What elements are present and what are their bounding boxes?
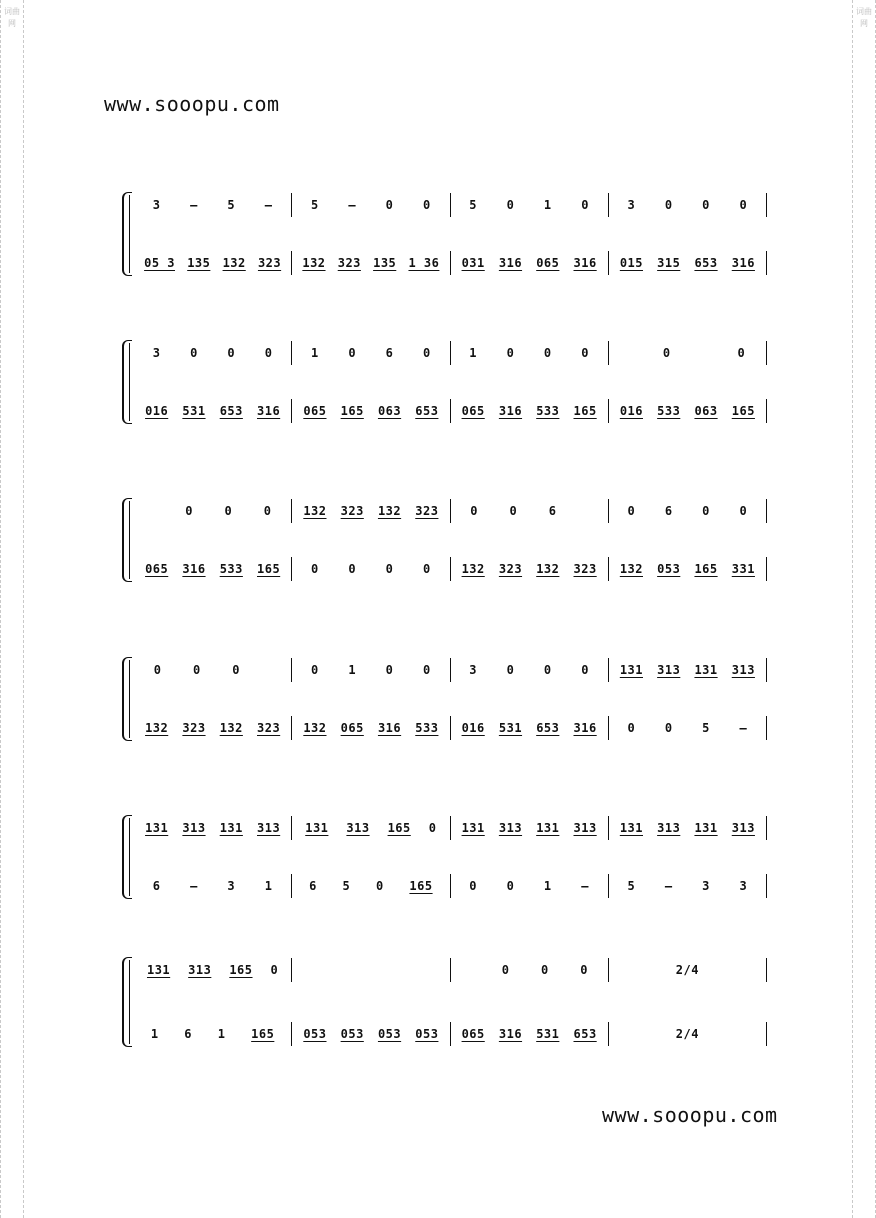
note-group: 131: [694, 663, 718, 677]
note-group: 0: [501, 963, 510, 977]
measure: [451, 399, 609, 423]
note-group: –: [190, 879, 198, 893]
measure: [451, 816, 609, 840]
note-group: 2/4: [675, 963, 699, 977]
note-group: 0: [311, 663, 319, 677]
note-group: 0: [422, 198, 431, 212]
note-group: 653: [573, 1027, 597, 1041]
note-group: 135: [373, 256, 397, 270]
measure: [134, 958, 292, 982]
measure: [451, 557, 609, 581]
note-group: 0: [506, 198, 515, 212]
note-group: 065: [145, 562, 169, 576]
note-group: 0: [506, 663, 515, 677]
note-group: 0: [580, 963, 588, 977]
measure: [609, 193, 767, 217]
note-group: 05 3: [144, 256, 175, 270]
note-group: 1: [543, 879, 552, 893]
note-group: 5: [311, 198, 319, 212]
note-group: 131: [145, 821, 169, 835]
note-group: 653: [536, 721, 560, 735]
note-group: 131: [219, 821, 243, 835]
note-group: 5: [702, 721, 710, 735]
note-group: 323: [573, 562, 597, 576]
note-group: 065: [461, 1027, 485, 1041]
note-group: 0: [664, 721, 673, 735]
note-group: 6: [664, 504, 673, 518]
note-group: 131: [694, 821, 718, 835]
note-group: 165: [340, 404, 364, 418]
score-system: [122, 815, 767, 899]
note-group: 132: [219, 721, 243, 735]
note-group: 6: [152, 879, 161, 893]
note-group: 0: [385, 562, 394, 576]
note-group: 1: [348, 663, 357, 677]
note-group: 132: [536, 562, 560, 576]
note-group: 132: [145, 721, 169, 735]
note-group: 5: [227, 198, 236, 212]
system-brace: [122, 340, 132, 424]
note-group: 0: [232, 663, 240, 677]
note-group: 0: [739, 198, 748, 212]
note-group: 3: [469, 663, 478, 677]
note-group: 313: [731, 821, 755, 835]
note-group: 1: [150, 1027, 159, 1041]
note-group: 6: [184, 1027, 193, 1041]
lower-staff: [134, 556, 767, 582]
note-group: 323: [257, 721, 281, 735]
note-group: 1: [264, 879, 273, 893]
note-group: 165: [731, 404, 755, 418]
note-group: 0: [506, 879, 515, 893]
note-group: 653: [694, 256, 718, 270]
note-group: 0: [227, 346, 236, 360]
system-brace: [122, 192, 132, 276]
upper-staff: [134, 498, 767, 524]
header-url: www.sooopu.com: [104, 92, 280, 116]
note-group: 0: [375, 879, 384, 893]
lower-staff: [134, 398, 767, 424]
note-group: 313: [657, 663, 681, 677]
note-group: 053: [415, 1027, 439, 1041]
note-group: 132: [619, 562, 643, 576]
note-group: 323: [340, 504, 364, 518]
score-system: [122, 657, 767, 741]
measure: [451, 874, 609, 898]
note-group: 323: [498, 562, 523, 576]
note-group: –: [348, 198, 357, 212]
note-group: 316: [377, 721, 402, 735]
note-group: 0: [543, 346, 552, 360]
measure: [134, 341, 292, 365]
note-group: 0: [311, 562, 319, 576]
note-group: 0: [153, 663, 162, 677]
note-group: 065: [340, 721, 364, 735]
note-group: 132: [302, 256, 326, 270]
measure: [609, 874, 767, 898]
system-brace: [122, 498, 132, 582]
score-system: [122, 498, 767, 582]
note-group: 016: [145, 404, 169, 418]
measure: [134, 251, 292, 275]
measure: [451, 1022, 609, 1046]
measure: [609, 658, 767, 682]
note-group: 132: [303, 504, 327, 518]
note-group: 0: [348, 562, 357, 576]
note-group: 131: [619, 663, 643, 677]
note-group: 0: [739, 504, 748, 518]
note-group: 0: [270, 963, 279, 977]
note-group: 0: [581, 663, 589, 677]
measure: [292, 341, 450, 365]
note-group: 053: [340, 1027, 364, 1041]
system-brace: [122, 957, 132, 1047]
measure: [134, 716, 292, 740]
measure: [292, 557, 450, 581]
note-group: 131: [146, 963, 171, 977]
score-system: [122, 340, 767, 424]
note-group: 313: [498, 821, 523, 835]
measure: [134, 499, 292, 523]
note-group: 6: [548, 504, 557, 518]
note-group: 3: [702, 879, 710, 893]
measure: [451, 716, 609, 740]
note-group: 0: [469, 879, 478, 893]
note-group: 316: [498, 256, 523, 270]
note-group: 135: [187, 256, 211, 270]
note-group: 0: [470, 504, 478, 518]
note-group: 5: [627, 879, 636, 893]
measure: [451, 193, 609, 217]
note-group: 0: [422, 346, 431, 360]
note-group: 316: [731, 256, 755, 270]
note-group: 1: [543, 198, 552, 212]
measure: [292, 816, 450, 840]
note-group: 533: [219, 562, 243, 576]
measure: [292, 499, 450, 523]
note-group: 313: [573, 821, 597, 835]
note-group: 0: [428, 821, 437, 835]
note-group: 653: [219, 404, 243, 418]
measure: [609, 958, 767, 982]
note-group: 6: [309, 879, 317, 893]
note-group: 533: [415, 721, 439, 735]
note-group: 016: [461, 721, 485, 735]
footer-url: www.sooopu.com: [602, 1103, 778, 1127]
note-group: 0: [664, 198, 673, 212]
note-group: –: [581, 879, 589, 893]
note-group: 323: [257, 256, 282, 270]
note-group: 316: [498, 404, 523, 418]
measure: [609, 716, 767, 740]
note-group: 531: [182, 404, 206, 418]
measure: [451, 958, 609, 982]
note-group: 1 36: [408, 256, 440, 270]
note-group: 131: [305, 821, 329, 835]
note-group: 313: [346, 821, 370, 835]
note-group: 1: [469, 346, 478, 360]
note-group: 316: [498, 1027, 523, 1041]
note-group: 5: [469, 198, 478, 212]
note-group: 331: [731, 562, 755, 576]
note-group: 065: [536, 256, 560, 270]
note-group: 313: [731, 663, 755, 677]
note-group: 165: [573, 404, 597, 418]
score-system: [122, 957, 767, 1047]
measure: [292, 874, 450, 898]
note-group: 653: [415, 404, 439, 418]
measure: [609, 816, 767, 840]
note-group: 165: [694, 562, 718, 576]
note-group: 313: [188, 963, 212, 977]
left-watermark-strip: [0, 0, 24, 1218]
measure: [292, 958, 450, 982]
note-group: 315: [657, 256, 681, 270]
note-group: 0: [509, 504, 518, 518]
measure: [134, 1022, 292, 1046]
measure: [292, 251, 450, 275]
note-group: 0: [422, 663, 431, 677]
note-group: –: [664, 879, 673, 893]
measure: [451, 251, 609, 275]
note-group: 316: [573, 721, 597, 735]
note-group: 063: [377, 404, 402, 418]
measure: [134, 874, 292, 898]
measure: [292, 399, 450, 423]
note-group: 313: [657, 821, 681, 835]
measure: [451, 658, 609, 682]
note-group: 0: [581, 198, 589, 212]
watermark-text: 词曲网: [856, 7, 872, 28]
note-group: –: [264, 198, 273, 212]
note-group: 165: [257, 562, 281, 576]
lower-staff: [134, 715, 767, 741]
measure: [451, 499, 609, 523]
note-group: 0: [385, 663, 394, 677]
note-group: 131: [619, 821, 643, 835]
watermark-text: 词曲网: [4, 7, 20, 28]
note-group: 0: [348, 346, 357, 360]
upper-staff: [134, 657, 767, 683]
note-group: 053: [377, 1027, 402, 1041]
note-group: 0: [543, 663, 552, 677]
note-group: –: [739, 721, 748, 735]
measure: [292, 716, 450, 740]
note-group: 0: [192, 663, 201, 677]
note-group: 063: [694, 404, 718, 418]
note-group: 0: [190, 346, 198, 360]
note-group: 0: [264, 346, 273, 360]
measure: [609, 1022, 767, 1046]
lower-staff: [134, 873, 767, 899]
measure: [292, 1022, 450, 1046]
note-group: 165: [251, 1027, 275, 1041]
note-group: 316: [182, 562, 206, 576]
measure: [609, 399, 767, 423]
note-group: 0: [224, 504, 233, 518]
note-group: 131: [461, 821, 485, 835]
system-brace: [122, 815, 132, 899]
note-group: 3: [739, 879, 748, 893]
note-group: 132: [377, 504, 402, 518]
note-group: 0: [263, 504, 272, 518]
measure: [134, 816, 292, 840]
note-group: 053: [657, 562, 681, 576]
note-group: 5: [342, 879, 351, 893]
note-group: 323: [415, 504, 439, 518]
note-group: 053: [303, 1027, 327, 1041]
note-group: 031: [461, 256, 485, 270]
measure: [134, 557, 292, 581]
note-group: 0: [581, 346, 589, 360]
lower-staff: [134, 250, 767, 276]
note-group: 0: [540, 963, 549, 977]
note-group: 2/4: [675, 1027, 699, 1041]
note-group: 313: [182, 821, 206, 835]
measure: [134, 399, 292, 423]
measure: [292, 193, 450, 217]
note-group: 165: [387, 821, 411, 835]
note-group: 165: [409, 879, 433, 893]
note-group: 313: [257, 821, 281, 835]
note-group: 165: [229, 963, 253, 977]
right-watermark-strip: [852, 0, 876, 1218]
note-group: 3: [152, 346, 161, 360]
note-group: 0: [422, 562, 431, 576]
measure: [609, 341, 767, 365]
upper-staff: [134, 957, 767, 983]
note-group: 065: [303, 404, 327, 418]
upper-staff: [134, 815, 767, 841]
note-group: 015: [619, 256, 643, 270]
note-group: 065: [461, 404, 485, 418]
note-group: 016: [619, 404, 643, 418]
note-group: 0: [385, 198, 394, 212]
note-group: 132: [303, 721, 327, 735]
note-group: 0: [627, 504, 636, 518]
note-group: 531: [536, 1027, 560, 1041]
note-group: 0: [702, 198, 710, 212]
measure: [134, 658, 292, 682]
measure: [451, 341, 609, 365]
note-group: 132: [461, 562, 485, 576]
note-group: –: [190, 198, 198, 212]
measure: [134, 193, 292, 217]
note-group: 0: [702, 504, 710, 518]
note-group: 323: [337, 256, 361, 270]
measure: [609, 557, 767, 581]
note-group: 533: [536, 404, 560, 418]
note-group: 0: [506, 346, 515, 360]
measure: [609, 251, 767, 275]
measure: [292, 658, 450, 682]
note-group: 533: [657, 404, 681, 418]
note-group: 132: [222, 256, 246, 270]
note-group: 1: [311, 346, 319, 360]
measure: [609, 499, 767, 523]
note-group: 0: [627, 721, 636, 735]
note-group: 323: [182, 721, 206, 735]
lower-staff: [134, 1021, 767, 1047]
note-group: 131: [536, 821, 560, 835]
note-group: 3: [227, 879, 236, 893]
note-group: 3: [152, 198, 161, 212]
note-group: 1: [217, 1027, 226, 1041]
upper-staff: [134, 192, 767, 218]
upper-staff: [134, 340, 767, 366]
note-group: 0: [737, 346, 746, 360]
score-system: [122, 192, 767, 276]
note-group: 0: [185, 504, 193, 518]
note-group: 3: [627, 198, 636, 212]
note-group: 316: [257, 404, 281, 418]
note-group: 6: [385, 346, 394, 360]
system-brace: [122, 657, 132, 741]
note-group: 0: [662, 346, 671, 360]
note-group: 316: [573, 256, 597, 270]
note-group: 531: [498, 721, 523, 735]
